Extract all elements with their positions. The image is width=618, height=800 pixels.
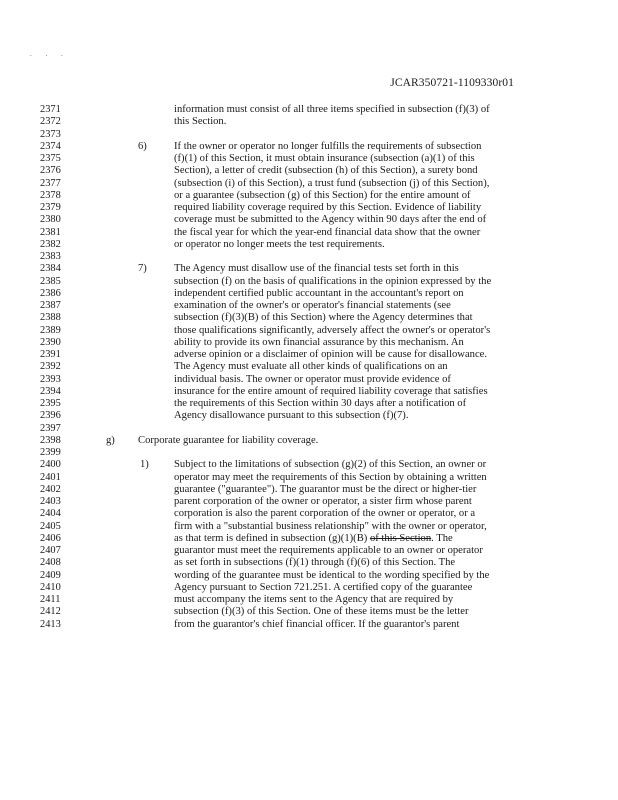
- line-number: 2380: [40, 214, 61, 226]
- line-text: Section), a letter of credit (subsection (h) of this Section), a surety bond: [174, 165, 478, 177]
- line-number: 2371: [40, 104, 61, 115]
- line-number: 2395: [40, 398, 61, 409]
- subsection-label: 6): [138, 140, 147, 152]
- document-line: [0, 153, 618, 165]
- document-line: [0, 202, 618, 214]
- document-line: [0, 410, 618, 422]
- line-number: 2412: [40, 606, 61, 618]
- document-line: [0, 263, 618, 275]
- line-number: 2387: [40, 300, 61, 311]
- document-line: [0, 349, 618, 361]
- line-number: 2406: [40, 532, 61, 544]
- line-number: 2398: [40, 434, 61, 446]
- line-text: examination of the owner's or operator's financial statements (see: [174, 300, 451, 311]
- document-line: [0, 557, 618, 569]
- line-number: 2399: [40, 447, 61, 458]
- document-line: [0, 276, 618, 288]
- line-text: The Agency must disallow use of the financial tests set forth in this: [174, 263, 459, 275]
- document-line: [0, 435, 618, 447]
- line-text: as set forth in subsections (f)(1) through (f)(6) of this Section. The: [174, 557, 456, 569]
- line-number: 2402: [40, 483, 61, 495]
- line-number: 2411: [40, 594, 61, 605]
- line-text: required liability coverage required by this Section. Evidence of liability: [174, 202, 482, 213]
- line-number: 2373: [40, 128, 61, 140]
- line-text: (f)(1) of this Section, it must obtain insurance (subsection (a)(1) of this: [174, 153, 475, 164]
- line-number: 2377: [40, 177, 61, 189]
- line-text: subsection (f)(3)(B) of this Section) where the Agency determines that: [174, 312, 473, 324]
- subsection-label: 7): [138, 263, 147, 275]
- document-id-header: JCAR350721-1109330r01: [390, 77, 514, 89]
- line-number: 2404: [40, 508, 61, 520]
- line-number: 2376: [40, 165, 61, 177]
- line-number: 2413: [40, 618, 61, 630]
- line-text: (subsection (i) of this Section), a trust fund (subsection (j) of this Section),: [174, 177, 490, 189]
- line-number: 2383: [40, 251, 61, 262]
- line-number: 2384: [40, 263, 61, 275]
- document-line: [0, 447, 618, 459]
- document-line: [0, 116, 618, 128]
- document-line: [0, 484, 618, 496]
- line-text: firm with a "substantial business relationship" with the owner or operator,: [174, 520, 487, 532]
- line-text: guarantor must meet the requirements applicable to an owner or operator: [174, 545, 483, 556]
- document-line: [0, 472, 618, 484]
- line-text: information must consist of all three items specified in subsection (f)(3) of: [174, 104, 490, 115]
- line-text: must accompany the items sent to the Agency that are required by: [174, 594, 454, 605]
- line-text: subsection (f)(3) of this Section. One of these items must be the letter: [174, 606, 469, 618]
- line-text: guarantee ("guarantee"). The guarantor must be the direct or higher-tier: [174, 483, 477, 495]
- line-text: wording of the guarantee must be identical to the wording specified by the: [174, 569, 490, 581]
- numbered-text-body: [0, 104, 618, 631]
- line-number: 2374: [40, 140, 61, 152]
- document-line: [0, 582, 618, 594]
- line-text: adverse opinion or a disclaimer of opinion will be cause for disallowance.: [174, 349, 488, 360]
- line-text: subsection (f) on the basis of qualifications in the opinion expressed by the: [174, 275, 492, 287]
- line-number: 2400: [40, 459, 61, 471]
- line-text: corporation is also the parent corporation of the owner or operator, or a: [174, 508, 476, 520]
- line-text: Agency disallowance pursuant to this subsection (f)(7).: [174, 410, 409, 422]
- line-number: 2391: [40, 349, 61, 360]
- line-text: the requirements of this Section within 30 days after a notification of: [174, 398, 467, 409]
- line-number: 2394: [40, 385, 61, 397]
- document-line: [0, 606, 618, 618]
- line-number: 2372: [40, 116, 61, 128]
- line-number: 2375: [40, 153, 61, 164]
- document-line: [0, 398, 618, 410]
- document-line: [0, 190, 618, 202]
- line-text: coverage must be submitted to the Agency within 90 days after the end of: [174, 214, 487, 226]
- document-line: [0, 251, 618, 263]
- line-number: 2408: [40, 557, 61, 569]
- line-number: 2397: [40, 422, 61, 434]
- line-number: 2388: [40, 312, 61, 324]
- line-number: 2401: [40, 471, 61, 483]
- document-line: [0, 508, 618, 520]
- line-number: 2407: [40, 545, 61, 556]
- line-number: 2381: [40, 226, 61, 238]
- line-text: ability to provide its own financial assurance by this mechanism. An: [174, 336, 464, 348]
- document-line: [0, 141, 618, 153]
- document-line: [0, 374, 618, 386]
- document-line: [0, 300, 618, 312]
- line-text: from the guarantor's chief financial officer. If the guarantor's parent: [174, 618, 460, 630]
- line-number: 2390: [40, 336, 61, 348]
- document-line: [0, 594, 618, 606]
- document-line: [0, 104, 618, 116]
- line-text: independent certified public accountant in the accountant's report on: [174, 287, 464, 299]
- document-line: [0, 570, 618, 582]
- line-number: 2410: [40, 581, 61, 593]
- line-text: or operator no longer meets the test requirements.: [174, 238, 385, 250]
- line-text: those qualifications significantly, adversely affect the owner's or operator's: [174, 324, 491, 336]
- document-line: [0, 165, 618, 177]
- line-number: 2393: [40, 373, 61, 385]
- line-text: or a guarantee (subsection (g) of this Section) for the entire amount of: [174, 189, 471, 201]
- document-line: [0, 386, 618, 398]
- line-text: If the owner or operator no longer fulfills the requirements of subsection: [174, 140, 482, 152]
- document-line: [0, 496, 618, 508]
- line-text: operator may meet the requirements of this Section by obtaining a written: [174, 471, 487, 483]
- line-number: 2389: [40, 324, 61, 336]
- document-line: [0, 337, 618, 349]
- line-text: The Agency must evaluate all other kinds of qualifications on an: [174, 361, 448, 373]
- document-line: [0, 619, 618, 631]
- subsection-label: g): [106, 434, 115, 446]
- document-line: [0, 239, 618, 251]
- document-line: [0, 423, 618, 435]
- line-text: the fiscal year for which the year-end financial data show that the owner: [174, 226, 481, 238]
- line-text: Corporate guarantee for liability coverage.: [138, 434, 319, 446]
- line-number: 2382: [40, 238, 61, 250]
- document-line: [0, 288, 618, 300]
- corner-marks: . . .: [30, 50, 69, 58]
- document-line: [0, 312, 618, 324]
- line-number: 2386: [40, 287, 61, 299]
- line-text: parent corporation of the owner or operator, a sister firm whose parent: [174, 496, 472, 507]
- line-text: Agency pursuant to Section 721.251. A certified copy of the guarantee: [174, 581, 473, 593]
- document-line: [0, 361, 618, 373]
- line-number: 2378: [40, 189, 61, 201]
- document-line: [0, 227, 618, 239]
- line-text: Subject to the limitations of subsection (g)(2) of this Section, an owner or: [174, 459, 487, 471]
- document-line: [0, 545, 618, 557]
- document-line: [0, 533, 618, 545]
- document-line: [0, 129, 618, 141]
- line-number: 2396: [40, 410, 61, 422]
- document-line: [0, 178, 618, 190]
- document-line: [0, 214, 618, 226]
- line-text: as that term is defined in subsection (g)(1)(B) of this Section. The: [174, 532, 453, 544]
- document-line: [0, 521, 618, 533]
- line-text: this Section.: [174, 116, 227, 128]
- document-line: [0, 459, 618, 471]
- line-number: 2403: [40, 496, 61, 507]
- line-text: insurance for the entire amount of required liability coverage that satisfies: [174, 385, 488, 397]
- line-number: 2379: [40, 202, 61, 213]
- line-number: 2385: [40, 275, 61, 287]
- line-number: 2409: [40, 569, 61, 581]
- line-number: 2392: [40, 361, 61, 373]
- document-line: [0, 325, 618, 337]
- line-text: individual basis. The owner or operator must provide evidence of: [174, 373, 451, 385]
- line-number: 2405: [40, 520, 61, 532]
- subsection-label: 1): [140, 459, 149, 471]
